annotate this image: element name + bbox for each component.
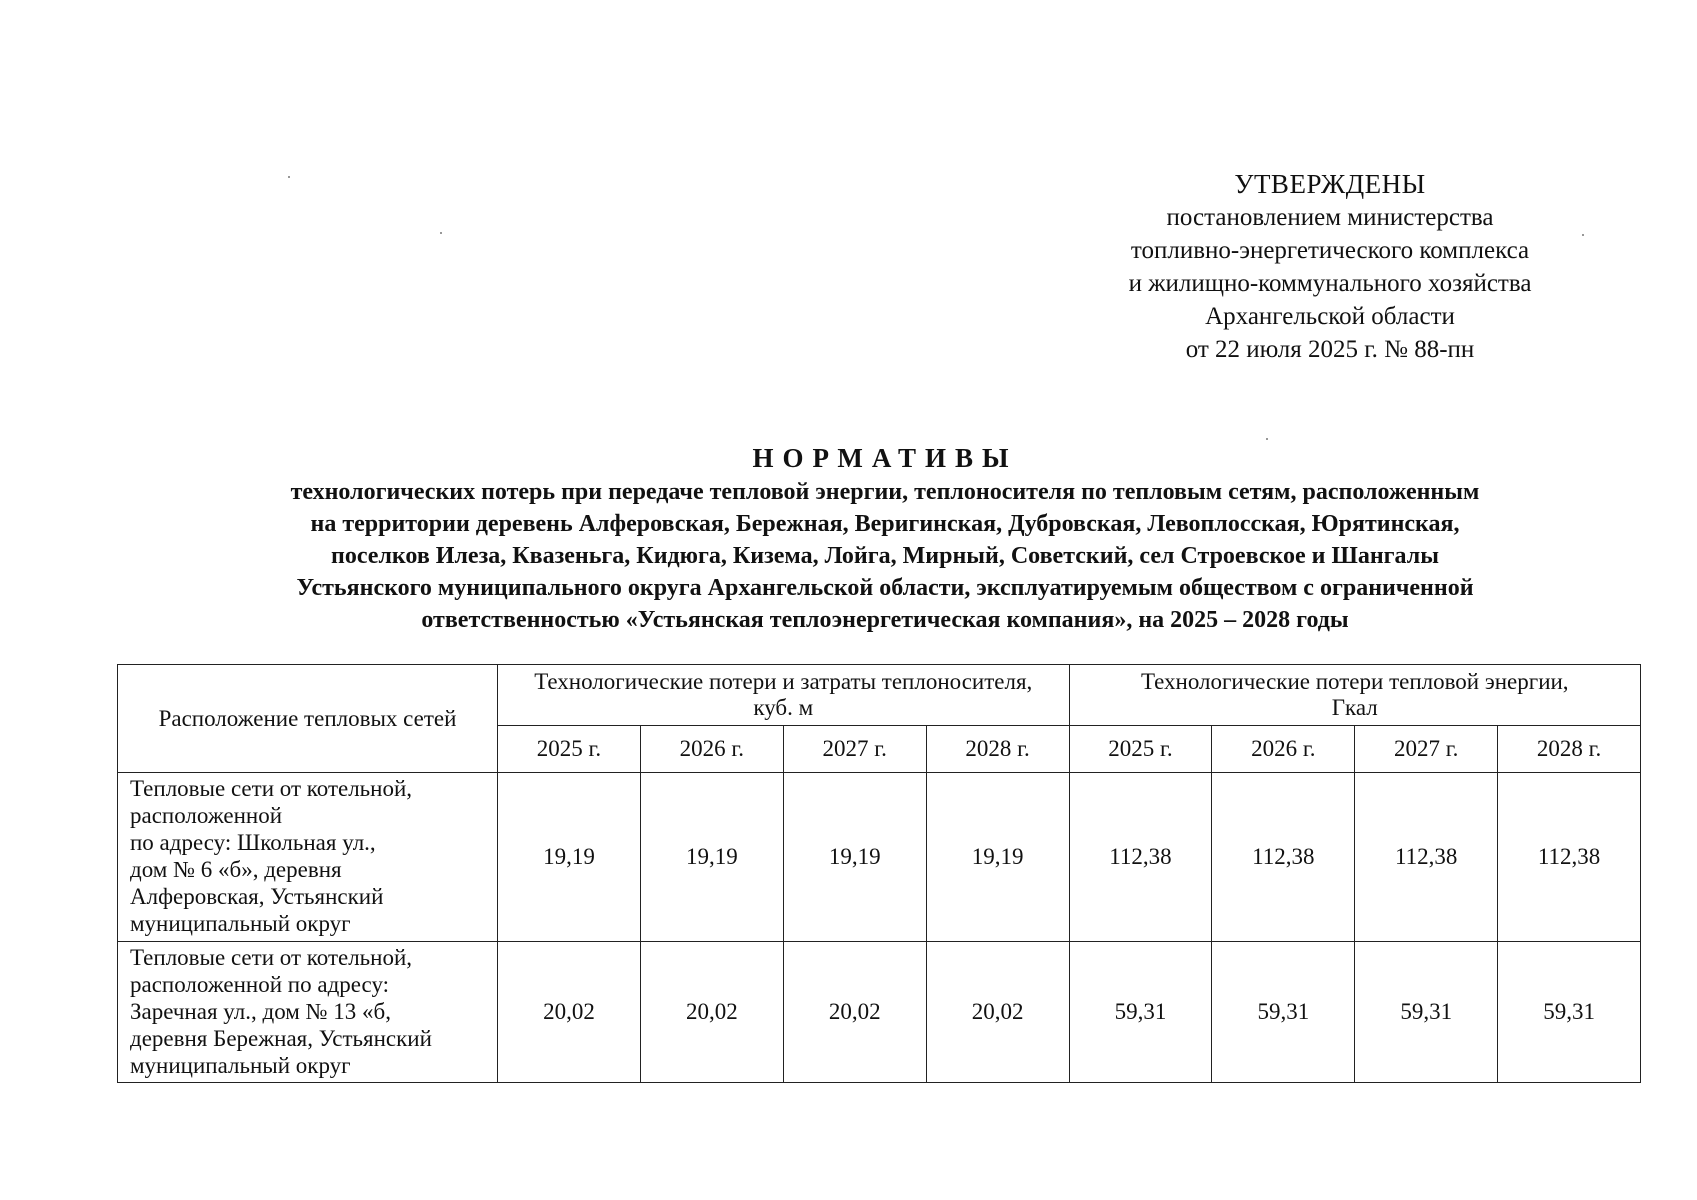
coolant-value-cell: 20,02 [498, 942, 641, 1083]
location-line: Алферовская, Устьянский [130, 884, 384, 909]
location-line: муниципальный округ [130, 911, 351, 936]
approval-line: от 22 июля 2025 г. № 88-пн [1185, 336, 1475, 363]
table-row [118, 773, 1641, 942]
location-line: дом № 6 «б», деревня [130, 857, 342, 882]
heat-group-header-unit: Гкал [1331, 695, 1378, 720]
year-header: 2026 г. [640, 726, 783, 773]
location-line: расположенной [130, 803, 283, 828]
location-line: по адресу: Школьная ул., [130, 830, 376, 855]
coolant-group-header-line: Технологические потери и затраты теплоносителя, [534, 669, 1033, 694]
document-subtitle-line: ответственностью «Устьянская теплоэнергетическая компания», на 2025 – 2028 годы [421, 607, 1349, 633]
scan-speck [440, 232, 442, 234]
year-header: 2028 г. [926, 726, 1069, 773]
coolant-group-header-unit: куб. м [753, 695, 814, 720]
heat-group-header-line: Технологические потери тепловой энергии, [1140, 669, 1569, 694]
year-header: 2027 г. [783, 726, 926, 773]
coolant-value-cell: 19,19 [926, 773, 1069, 942]
heat-value-cell: 112,38 [1069, 773, 1212, 942]
coolant-value-cell: 19,19 [498, 773, 641, 942]
location-column-header: Расположение тепловых сетей [118, 665, 498, 773]
document-heading [120, 440, 1650, 636]
table-row [118, 942, 1641, 1083]
document-subtitle-line: Устьянского муниципального округа Архангельской области, эксплуатируемым обществом с ограниченной [296, 575, 1474, 601]
coolant-value-cell: 20,02 [783, 942, 926, 1083]
document-subtitle-line: поселков Илеза, Квазеньга, Кидюга, Кизема, Лойга, Мирный, Советский, сел Строевское и Шангалы [331, 543, 1439, 569]
year-header: 2025 г. [498, 726, 641, 773]
year-header: 2028 г. [1498, 726, 1641, 773]
coolant-value-cell: 19,19 [783, 773, 926, 942]
approval-line: Архангельской области [1205, 303, 1455, 330]
document-title: НОРМАТИВЫ [752, 443, 1018, 473]
location-cell [118, 942, 498, 1083]
scan-speck [1266, 438, 1268, 440]
heat-value-cell: 112,38 [1355, 773, 1498, 942]
coolant-value-cell: 20,02 [926, 942, 1069, 1083]
location-line: Тепловые сети от котельной, [130, 945, 413, 970]
heat-value-cell: 59,31 [1212, 942, 1355, 1083]
approval-line: и жилищно-коммунального хозяйства [1128, 270, 1532, 297]
heat-group-header [1069, 665, 1641, 726]
location-line: Заречная ул., дом № 13 «б, [130, 999, 391, 1024]
approval-line: топливно-энергетического комплекса [1130, 237, 1530, 264]
location-cell [118, 773, 498, 942]
heat-value-cell: 59,31 [1069, 942, 1212, 1083]
coolant-value-cell: 19,19 [640, 773, 783, 942]
scan-speck [1582, 234, 1584, 236]
location-line: деревня Бережная, Устьянский [130, 1026, 432, 1051]
location-line: Тепловые сети от котельной, [130, 776, 413, 801]
year-header: 2026 г. [1212, 726, 1355, 773]
coolant-group-header [498, 665, 1070, 726]
document-subtitle-line: на территории деревень Алферовская, Бережная, Веригинская, Дубровская, Левоплосская, Юрятинская, [310, 511, 1460, 537]
heat-value-cell: 112,38 [1498, 773, 1641, 942]
document-subtitle-line: технологических потерь при передаче тепловой энергии, теплоносителя по тепловым сетям, расположенным [290, 479, 1480, 505]
heat-value-cell: 112,38 [1212, 773, 1355, 942]
year-header: 2025 г. [1069, 726, 1212, 773]
location-line: расположенной по адресу: [130, 972, 390, 997]
coolant-value-cell: 20,02 [640, 942, 783, 1083]
heat-value-cell: 59,31 [1498, 942, 1641, 1083]
norms-table [117, 664, 1641, 1083]
location-line: муниципальный округ [130, 1053, 351, 1078]
scan-speck [288, 176, 290, 178]
approval-title: УТВЕРЖДЕНЫ [1234, 169, 1426, 199]
heat-value-cell: 59,31 [1355, 942, 1498, 1083]
year-header: 2027 г. [1355, 726, 1498, 773]
approval-stamp [1060, 168, 1600, 366]
approval-line: постановлением министерства [1166, 204, 1494, 231]
